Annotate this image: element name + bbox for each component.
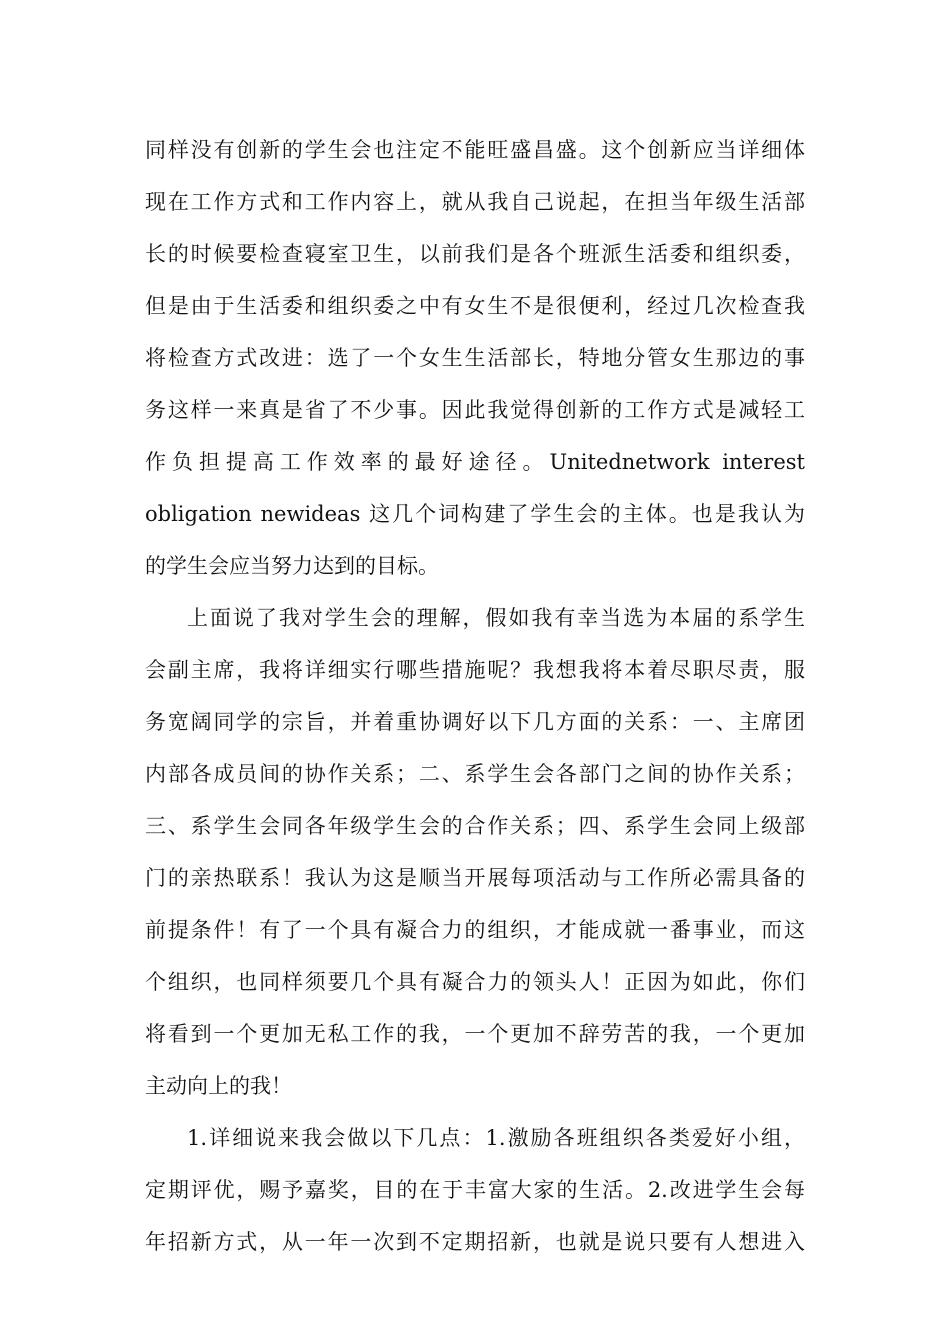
text-line: 会副主席，我将详细实行哪些措施呢？我想我将本着尽职尽责，服 [145,658,805,682]
text-line: 但是由于生活委和组织委之中有女生不是很便利，经过几次检查我 [145,294,805,318]
document-body [145,124,805,1268]
text-line: 现在工作方式和工作内容上，就从我自己说起，在担当年级生活部 [145,190,805,214]
text-line: 主动向上的我！ [145,1074,292,1098]
text-line: 上面说了我对学生会的理解，假如我有幸当选为本届的系学生 [187,606,805,630]
text-line: 将看到一个更加无私工作的我，一个更加不辞劳苦的我，一个更加 [145,1022,805,1046]
text-line: 务宽阔同学的宗旨，并着重协调好以下几方面的关系：一、主席团 [145,710,805,734]
text-line: 务这样一来真是省了不少事。因此我觉得创新的工作方式是减轻工 [145,398,805,422]
text-line: 同样没有创新的学生会也注定不能旺盛昌盛。这个创新应当详细体 [145,138,805,162]
text-line: 将检查方式改进：选了一个女生生活部长，特地分管女生那边的事 [145,346,805,370]
text-line: 作负担提高工作效率的最好途径。Unitednetwork interest [145,450,805,474]
text-line: 定期评优，赐予嘉奖，目的在于丰富大家的生活。2.改进学生会每 [145,1178,805,1202]
text-line: 个组织，也同样须要几个具有凝合力的领头人！正因为如此，你们 [145,970,805,994]
text-line: 内部各成员间的协作关系；二、系学生会各部门之间的协作关系； [145,762,805,786]
text-line: 门的亲热联系！我认为这是顺当开展每项活动与工作所必需具备的 [145,866,805,890]
text-line: 年招新方式，从一年一次到不定期招新，也就是说只要有人想进入 [145,1230,805,1254]
text-line: 1.详细说来我会做以下几点：1.激励各班组织各类爱好小组， [187,1126,805,1150]
text-line: 长的时候要检查寝室卫生，以前我们是各个班派生活委和组织委， [145,242,805,266]
text-line: 前提条件！有了一个具有凝合力的组织，才能成就一番事业，而这 [145,918,805,942]
text-line: 的学生会应当努力达到的目标。 [145,554,439,578]
text-line: 三、系学生会同各年级学生会的合作关系；四、系学生会同上级部 [145,814,805,838]
text-line: obligation newideas 这几个词构建了学生会的主体。也是我认为 [145,502,805,526]
